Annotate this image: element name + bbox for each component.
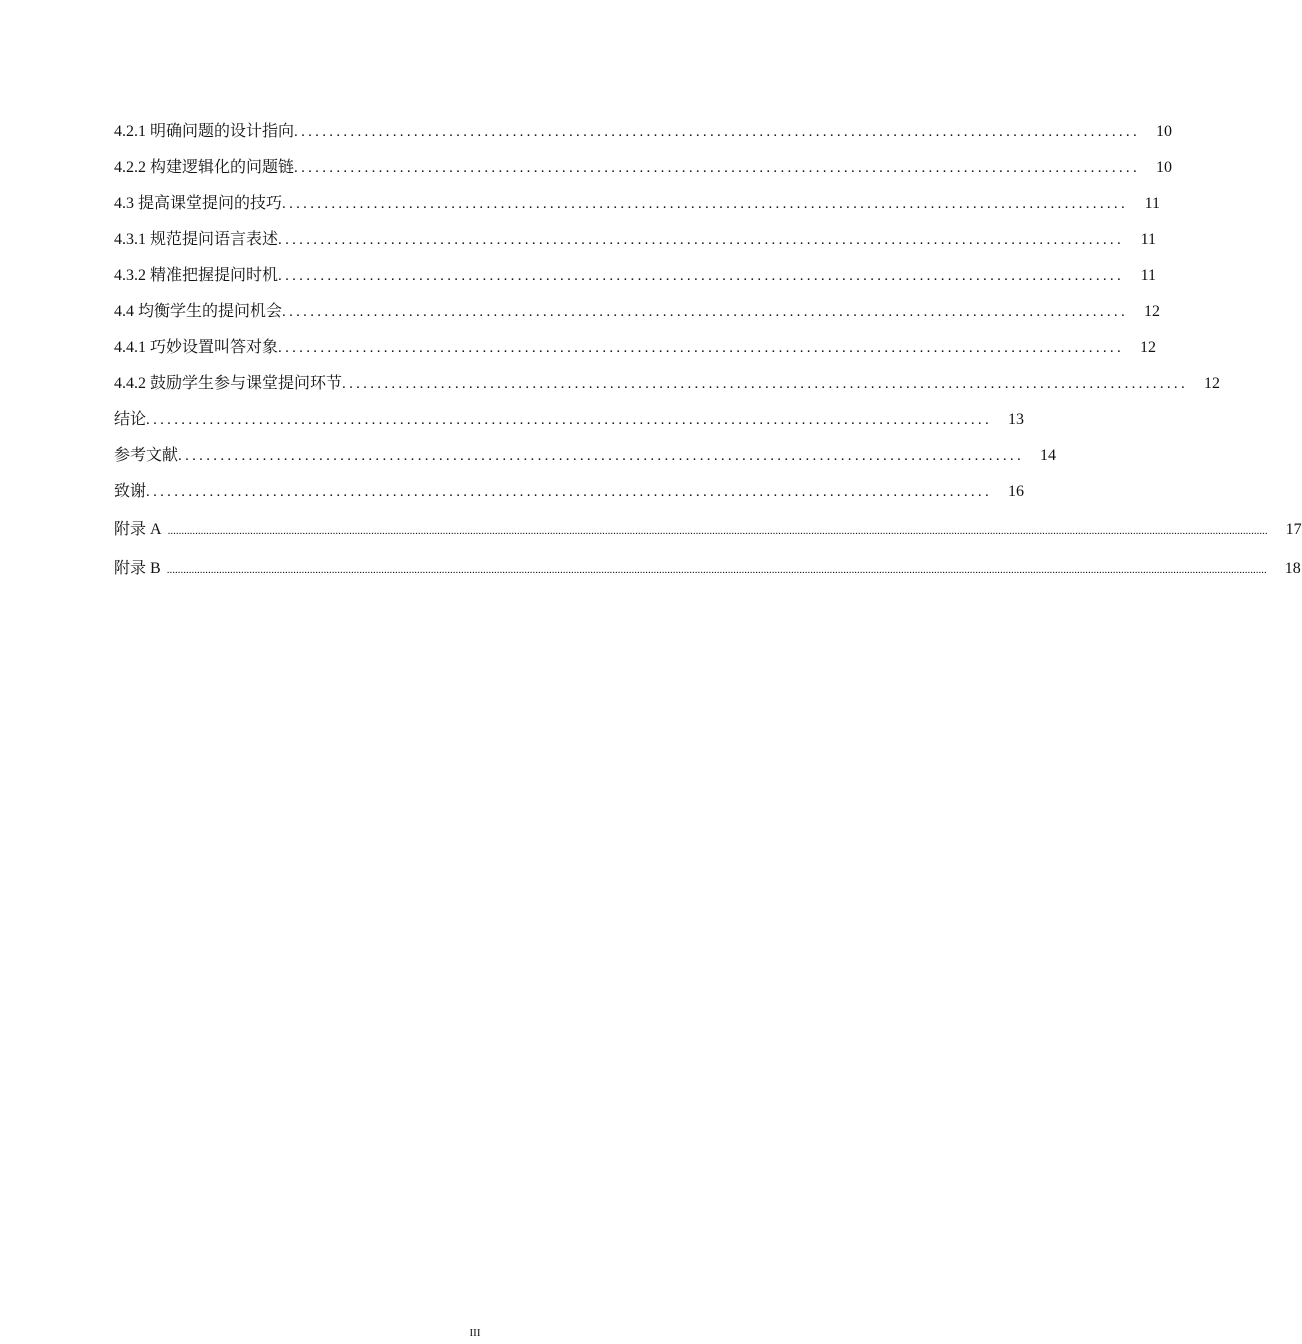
toc-entry-page: 13: [1008, 411, 1025, 428]
toc-entry[interactable]: [114, 510, 1302, 549]
toc-entry[interactable]: [114, 222, 1157, 258]
toc-entry-page: 14: [1040, 447, 1057, 464]
toc-entry-page: 11: [1140, 267, 1157, 284]
toc-dot-leader: ........................................................................................................................: [282, 196, 1129, 212]
toc-dot-leader: ........................................................................................................................: [146, 484, 993, 500]
toc-entry-page: 18: [1284, 560, 1301, 577]
toc-entry-title: 4.2.2 构建逻辑化的问题链: [114, 159, 295, 176]
table-of-contents: [114, 114, 1302, 588]
toc-dot-leader: ........................................................................................................................: [278, 268, 1125, 284]
toc-entry[interactable]: [114, 294, 1161, 330]
toc-entry-title: 致谢: [114, 483, 147, 500]
toc-dot-leader: ........................................................................................................................: [294, 124, 1141, 140]
toc-entry[interactable]: [114, 330, 1157, 366]
toc-dot-leader: ........................................................................................................................: [294, 160, 1141, 176]
toc-entry[interactable]: [114, 186, 1161, 222]
toc-entry-title: 结论: [114, 411, 147, 428]
toc-entry[interactable]: [114, 549, 1301, 588]
toc-entry-title: 4.3 提高课堂提问的技巧: [114, 195, 283, 212]
toc-entry[interactable]: [114, 150, 1173, 186]
toc-entry-page: 16: [1008, 483, 1025, 500]
toc-entry-page: 10: [1156, 123, 1173, 140]
toc-dot-leader: ................................................................................................................................................................................................................................................................................................................................................................................................................: [166, 564, 1267, 576]
toc-entry-page: 11: [1140, 231, 1157, 248]
toc-entry-page: 10: [1156, 159, 1173, 176]
toc-entry-title: 4.4 均衡学生的提问机会: [114, 303, 283, 320]
toc-entry-page: 12: [1144, 303, 1161, 320]
toc-dot-leader: ........................................................................................................................: [146, 412, 993, 428]
toc-entry[interactable]: [114, 366, 1221, 402]
toc-entry-page: 11: [1144, 195, 1161, 212]
toc-dot-leader: ........................................................................................................................: [178, 448, 1025, 464]
toc-entry-page: 12: [1140, 339, 1157, 356]
toc-entry-title: 附录 B: [114, 560, 161, 577]
toc-entry[interactable]: [114, 402, 1025, 438]
toc-entry[interactable]: [114, 474, 1025, 510]
toc-dot-leader: ........................................................................................................................: [278, 340, 1125, 356]
toc-dot-leader: ........................................................................................................................: [282, 304, 1129, 320]
toc-entry[interactable]: [114, 114, 1173, 150]
toc-entry[interactable]: [114, 438, 1057, 474]
toc-entry-title: 4.3.1 规范提问语言表述: [114, 231, 279, 248]
toc-entry[interactable]: [114, 258, 1157, 294]
toc-entry-title: 4.3.2 精准把握提问时机: [114, 267, 279, 284]
toc-entry-page: 17: [1285, 521, 1302, 538]
toc-entry-title: 4.4.2 鼓励学生参与课堂提问环节: [114, 375, 343, 392]
page-number: III: [469, 1327, 481, 1339]
toc-entry-title: 参考文献: [114, 447, 179, 464]
toc-dot-leader: ................................................................................................................................................................................................................................................................................................................................................................................................................: [167, 525, 1268, 537]
toc-entry-page: 12: [1204, 375, 1221, 392]
toc-entry-title: 附录 A: [114, 521, 162, 538]
toc-entry-title: 4.4.1 巧妙设置叫答对象: [114, 339, 279, 356]
toc-dot-leader: ........................................................................................................................: [278, 232, 1125, 248]
toc-dot-leader: ........................................................................................................................: [342, 376, 1189, 392]
toc-entry-title: 4.2.1 明确问题的设计指向: [114, 123, 295, 140]
